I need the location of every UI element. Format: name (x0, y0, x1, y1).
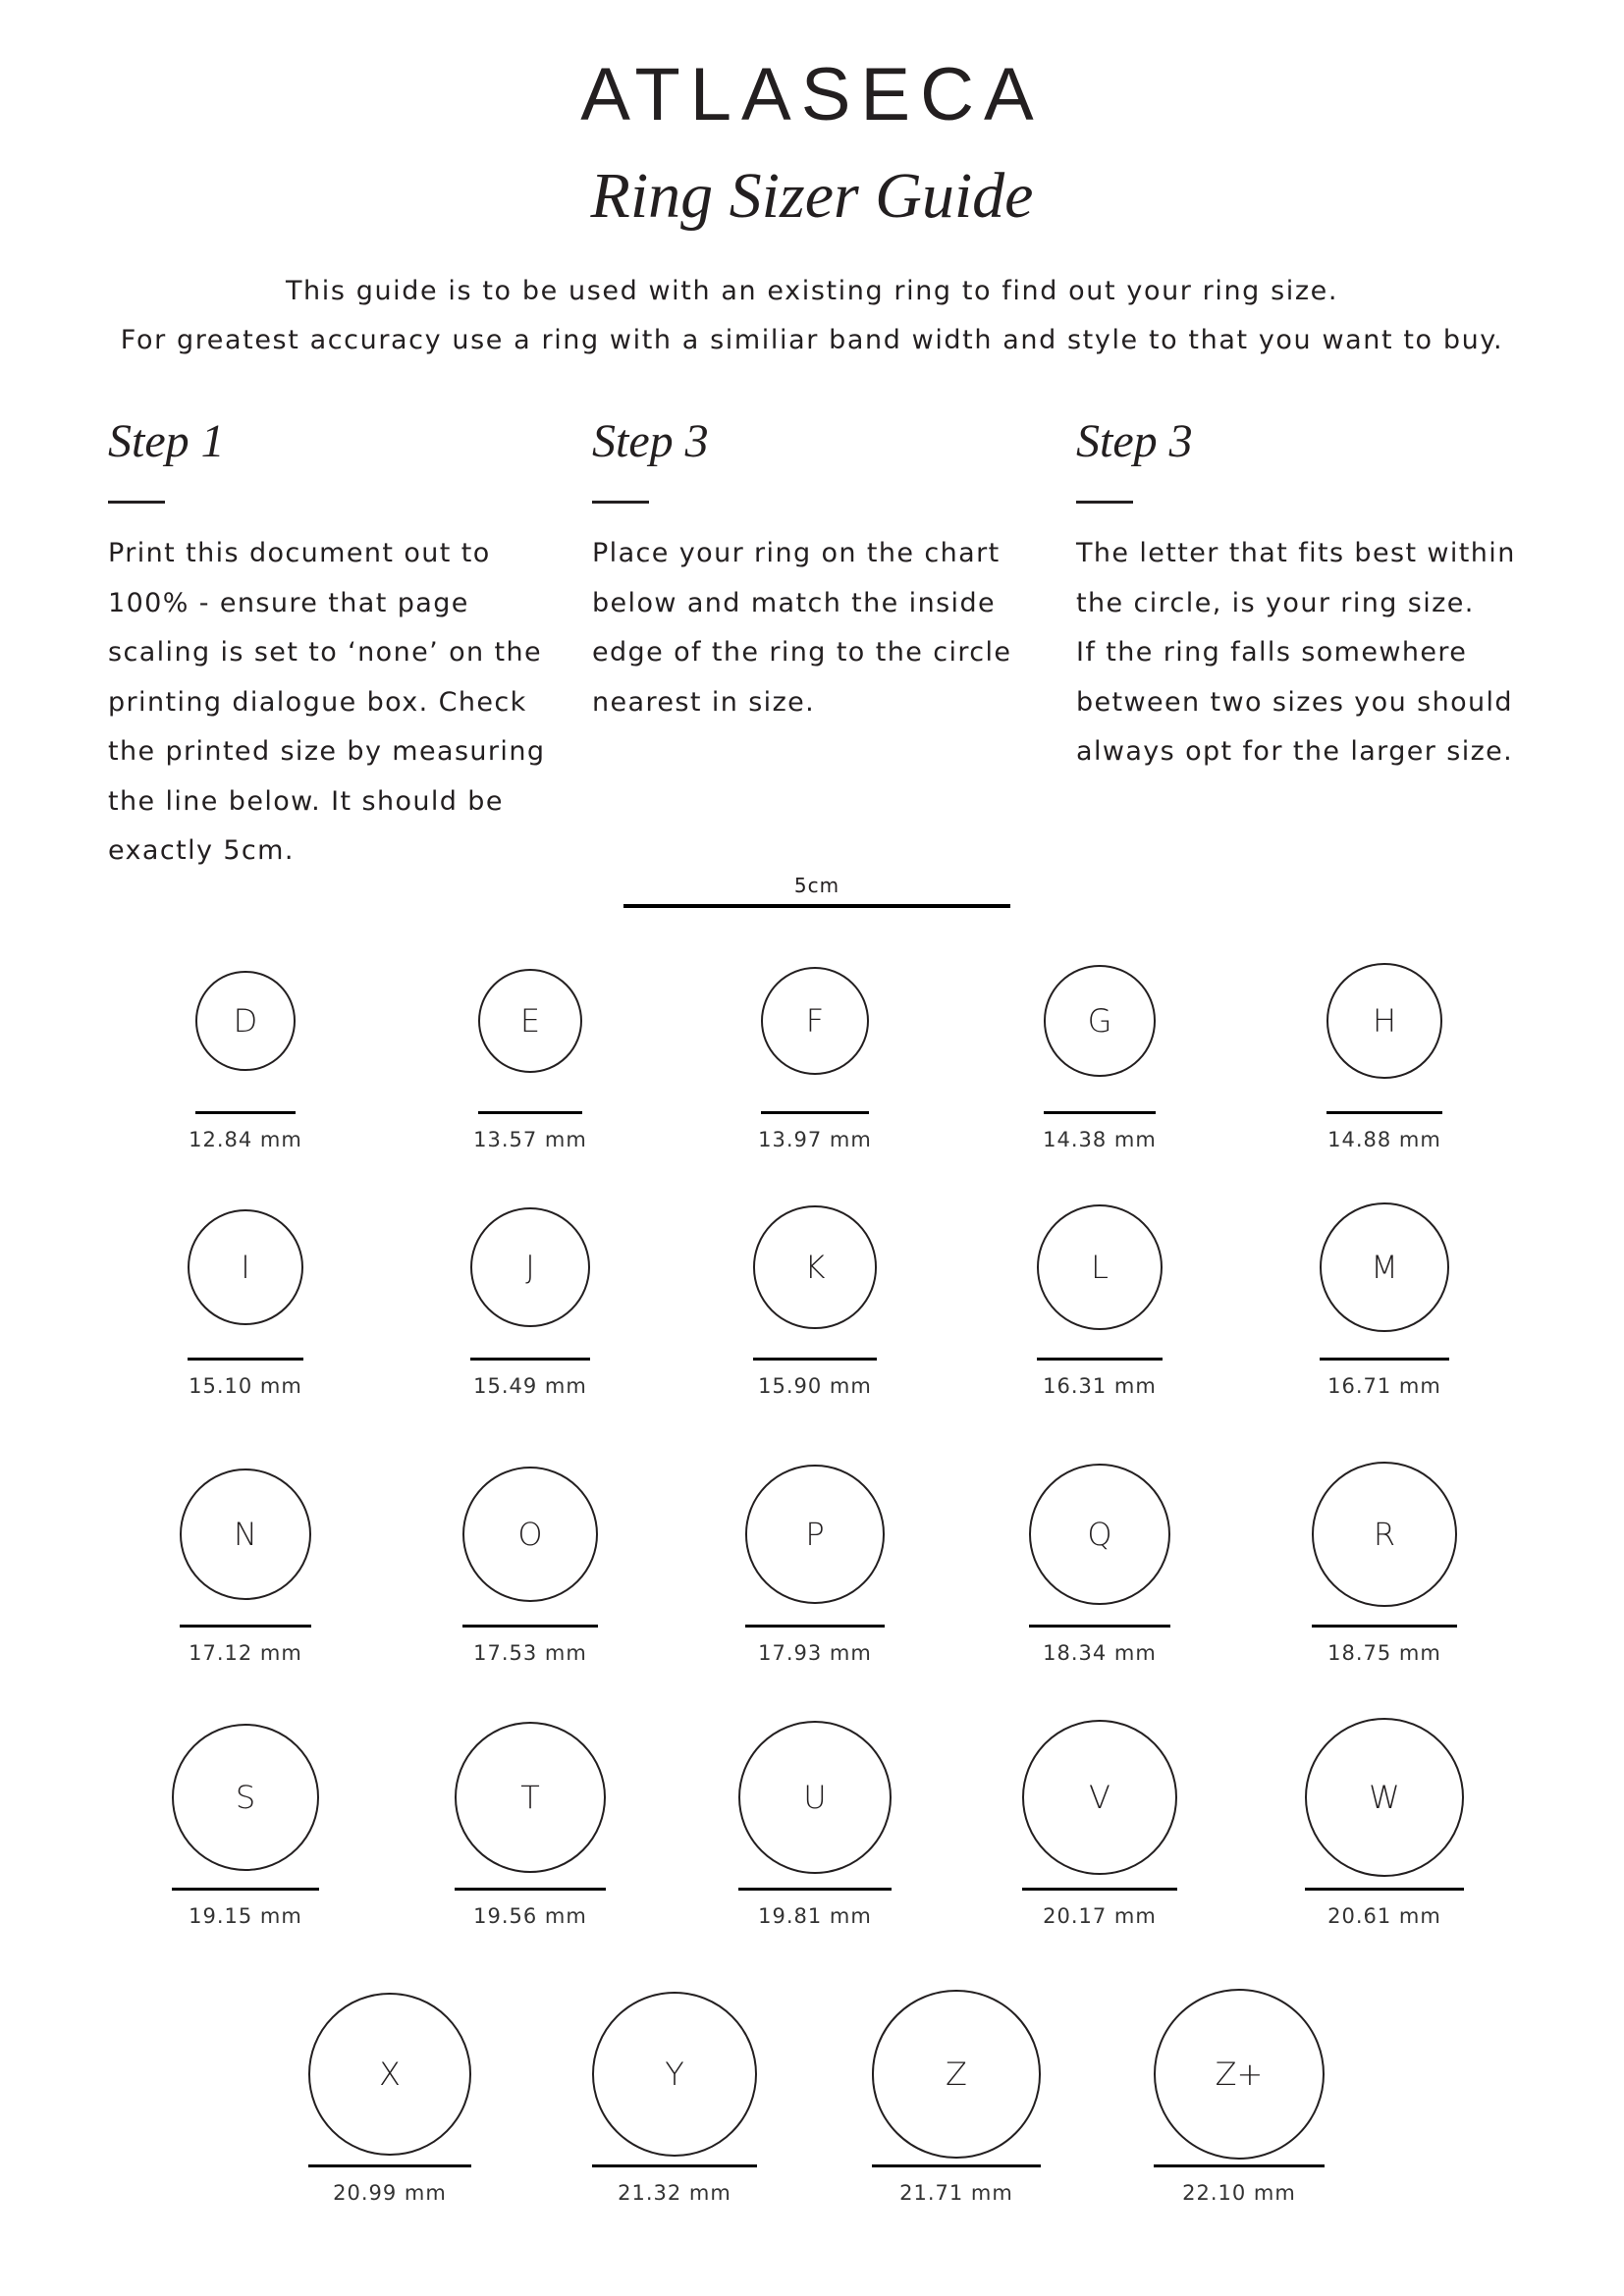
page-title: Ring Sizer Guide (590, 160, 1034, 232)
ring-size-letter: Z (946, 2056, 967, 2093)
ring-size-letter: P (805, 1516, 825, 1553)
ring-size-letter: T (520, 1779, 540, 1816)
ring-size-letter: G (1087, 1002, 1112, 1040)
ring-diameter-line (1312, 1625, 1457, 1628)
ring-diameter-label: 20.17 mm (1043, 1904, 1157, 1928)
step-body: Place your ring on the chart below and match the inside edge of the ring to the circle nearest in size. (592, 538, 1012, 718)
step-3 (1076, 412, 1538, 777)
ring-size-letter: E (519, 1002, 541, 1040)
ring-size-letter: Y (665, 2056, 684, 2093)
ring-diameter-label: 18.75 mm (1327, 1641, 1441, 1665)
step-divider (108, 501, 165, 504)
ring-diameter-line (455, 1888, 606, 1891)
ring-diameter-label: 19.56 mm (473, 1904, 587, 1928)
ring-diameter-label: 20.99 mm (333, 2181, 447, 2205)
step-title: Step 3 (592, 415, 709, 467)
ring-diameter-label: 15.10 mm (189, 1374, 302, 1398)
ring-size-letter: W (1369, 1779, 1400, 1816)
ring-diameter-label: 13.57 mm (473, 1128, 587, 1151)
ring-size-letter: O (517, 1516, 543, 1553)
ring-size-letter: K (804, 1249, 826, 1286)
ring-diameter-label: 19.15 mm (189, 1904, 302, 1928)
ring-size-letter: Z+ (1215, 2056, 1264, 2093)
step-2 (592, 412, 1054, 727)
ring-diameter-label: 22.10 mm (1182, 2181, 1296, 2205)
ring-diameter-line (745, 1625, 884, 1628)
ring-diameter-line (462, 1625, 598, 1628)
ring-size-letter: S (235, 1779, 256, 1816)
brand-logo: ATLASECA (580, 53, 1044, 136)
ring-size-letter: F (805, 1002, 825, 1040)
ring-diameter-line (1044, 1111, 1155, 1114)
ring-size-letter: N (234, 1516, 257, 1553)
ring-diameter-line (172, 1888, 320, 1891)
ring-diameter-line (1037, 1358, 1164, 1361)
step-title: Step 1 (108, 415, 225, 467)
ring-diameter-line (761, 1111, 869, 1114)
ring-diameter-label: 16.71 mm (1327, 1374, 1441, 1398)
ring-diameter-label: 19.81 mm (758, 1904, 872, 1928)
step-body: The letter that fits best within the circle, is your ring size. If the ring falls somewhere between two sizes you should always opt for the larger size. (1076, 538, 1516, 767)
ring-diameter-line (1029, 1625, 1171, 1628)
ring-diameter-label: 18.34 mm (1043, 1641, 1157, 1665)
ring-diameter-label: 21.71 mm (899, 2181, 1013, 2205)
ring-diameter-line (308, 2164, 470, 2167)
ring-size-letter: R (1373, 1516, 1396, 1553)
ring-diameter-line (195, 1111, 295, 1114)
ring-diameter-line (753, 1358, 876, 1361)
ring-diameter-label: 21.32 mm (618, 2181, 731, 2205)
ring-diameter-line (1154, 2164, 1325, 2167)
ring-diameter-line (872, 2164, 1040, 2167)
ring-diameter-label: 17.53 mm (473, 1641, 587, 1665)
ring-size-letter: X (379, 2056, 401, 2093)
ring-size-letter: Q (1087, 1516, 1112, 1553)
ring-size-letter: V (1089, 1779, 1110, 1816)
ring-diameter-label: 13.97 mm (758, 1128, 872, 1151)
intro-line-2: For greatest accuracy use a ring with a similiar band width and style to that you want to buy. (120, 325, 1504, 355)
ring-diameter-line (1326, 1111, 1441, 1114)
ring-diameter-label: 15.90 mm (758, 1374, 872, 1398)
ring-diameter-label: 15.49 mm (473, 1374, 587, 1398)
step-1 (108, 412, 569, 877)
ring-diameter-line (180, 1625, 312, 1628)
step-body: Print this document out to 100% - ensure that page scaling is set to ‘none’ on the printing dialogue box. Check the printed size by measuring the line below. It should be exactly 5cm. (108, 538, 546, 866)
calibration-ruler-line (623, 904, 1010, 908)
ring-size-letter: L (1091, 1249, 1109, 1286)
ring-diameter-label: 12.84 mm (189, 1128, 302, 1151)
step-divider (592, 501, 649, 504)
intro-line-1: This guide is to be used with an existing ring to find out your ring size. (285, 276, 1339, 306)
ring-diameter-label: 14.88 mm (1327, 1128, 1441, 1151)
ring-size-letter: J (525, 1249, 535, 1286)
ring-diameter-label: 20.61 mm (1327, 1904, 1441, 1928)
ring-diameter-label: 14.38 mm (1043, 1128, 1157, 1151)
ring-diameter-line (470, 1358, 590, 1361)
ring-size-letter: I (241, 1249, 250, 1286)
ring-diameter-line (1022, 1888, 1178, 1891)
ring-diameter-line (188, 1358, 304, 1361)
ring-diameter-label: 17.93 mm (758, 1641, 872, 1665)
ring-size-letter: H (1372, 1002, 1397, 1040)
ring-size-letter: U (803, 1779, 827, 1816)
ring-diameter-line (478, 1111, 583, 1114)
step-title: Step 3 (1076, 415, 1193, 467)
ring-size-letter: M (1371, 1249, 1398, 1286)
ring-diameter-label: 16.31 mm (1043, 1374, 1157, 1398)
ring-diameter-line (592, 2164, 757, 2167)
ring-diameter-line (1305, 1888, 1464, 1891)
ring-diameter-line (738, 1888, 892, 1891)
calibration-ruler-label: 5cm (793, 874, 840, 897)
ring-diameter-label: 17.12 mm (189, 1641, 302, 1665)
step-divider (1076, 501, 1133, 504)
ring-diameter-line (1320, 1358, 1449, 1361)
ring-size-letter: D (233, 1002, 258, 1040)
